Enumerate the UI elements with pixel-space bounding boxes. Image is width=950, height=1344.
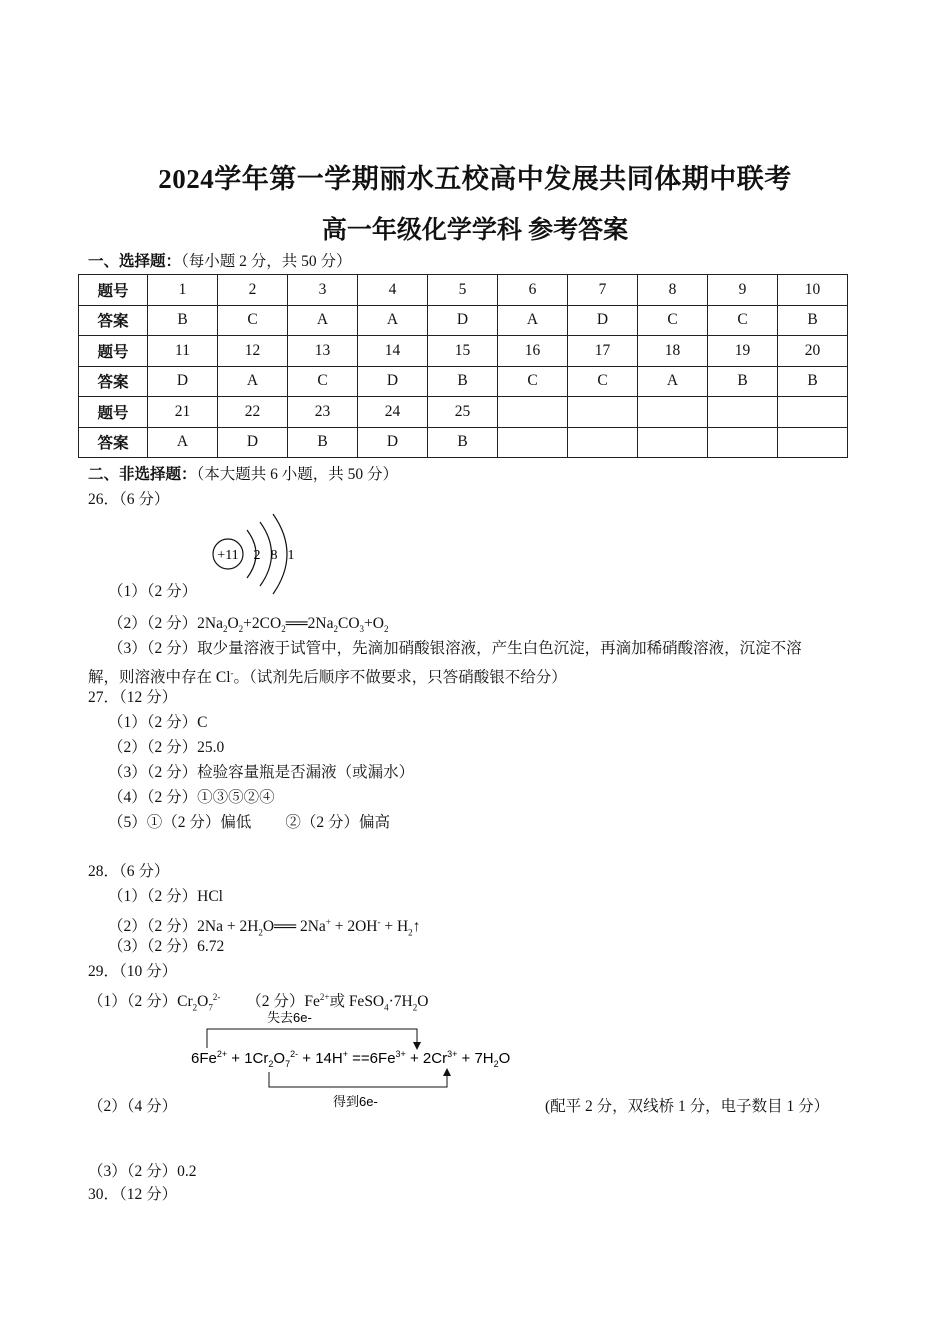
q26-header: 26．（6 分）	[88, 491, 170, 508]
q27-part-3: （3）（2 分）检验容量瓶是否漏液（或漏水）	[108, 764, 415, 781]
answer-cell: B	[708, 366, 778, 397]
question-number-row	[79, 397, 848, 428]
answer-cell: D	[218, 427, 288, 458]
answer-cell: B	[288, 427, 358, 458]
answer-cell: A	[358, 305, 428, 336]
answer-cell	[638, 427, 708, 458]
answer-cell: C	[708, 305, 778, 336]
page-title: 2024学年第一学期丽水五校高中发展共同体期中联考	[158, 164, 792, 194]
question-number-cell: 6	[498, 275, 568, 306]
question-number-cell: 3	[288, 275, 358, 306]
redox-double-bridge-diagram	[185, 1008, 555, 1118]
q26-part-1: （1）（2 分）	[108, 583, 198, 600]
question-number-cell: 15	[428, 336, 498, 367]
question-number-cell: 9	[708, 275, 778, 306]
answer-row	[79, 305, 848, 336]
question-number-cell	[638, 397, 708, 428]
question-number-cell: 11	[148, 336, 218, 367]
question-number-cell: 12	[218, 336, 288, 367]
shell-2-count: 8	[270, 548, 278, 563]
question-number-cell: 8	[638, 275, 708, 306]
question-number-label: 题号	[79, 336, 148, 367]
question-number-cell: 20	[778, 336, 848, 367]
question-number-cell: 17	[568, 336, 638, 367]
q27-part-1: （1）（2 分）C	[108, 714, 208, 731]
q28-part-3: （3）（2 分）6.72	[108, 938, 225, 955]
answer-label: 答案	[79, 427, 148, 458]
answer-cell: B	[778, 305, 848, 336]
question-number-cell	[568, 397, 638, 428]
answer-cell: D	[428, 305, 498, 336]
answer-cell	[568, 427, 638, 458]
redox-equation: $6Fe^{2+} + 1Cr_2O_7^{2-} + 14H^+ ==6Fe^{3+} + 2Cr^{3+} + 7H_2O$	[191, 1049, 511, 1069]
question-number-label: 题号	[79, 397, 148, 428]
answer-cell: C	[498, 366, 568, 397]
question-number-cell: 10	[778, 275, 848, 306]
q27-header: 27．（12 分）	[88, 689, 178, 706]
answer-cell: B	[428, 366, 498, 397]
q28-part-1: （1）（2 分）HCl	[108, 888, 223, 905]
answer-cell: D	[568, 305, 638, 336]
question-number-cell	[708, 397, 778, 428]
q29-part-3: （3）（2 分）0.2	[88, 1163, 197, 1180]
answer-cell: B	[778, 366, 848, 397]
page-subtitle: 高一年级化学学科 参考答案	[321, 217, 629, 244]
question-number-cell: 23	[288, 397, 358, 428]
answer-cell: D	[148, 366, 218, 397]
question-number-cell: 24	[358, 397, 428, 428]
answer-cell	[498, 427, 568, 458]
question-number-cell: 13	[288, 336, 358, 367]
answer-cell: B	[148, 305, 218, 336]
answer-cell: C	[638, 305, 708, 336]
answer-cell: A	[288, 305, 358, 336]
question-number-cell: 2	[218, 275, 288, 306]
question-number-cell: 21	[148, 397, 218, 428]
question-number-cell: 25	[428, 397, 498, 428]
sodium-atom-structure-diagram	[205, 510, 305, 600]
answer-cell: A	[218, 366, 288, 397]
q26-part-3-line2: 解，则溶液中存在 Cl-。（试剂先后顺序不做要求，只答硝酸银不给分）	[88, 668, 567, 687]
answer-cell: D	[358, 427, 428, 458]
question-number-cell: 14	[358, 336, 428, 367]
q29-header: 29．（10 分）	[88, 963, 178, 980]
question-number-label: 题号	[79, 275, 148, 306]
answer-cell: A	[498, 305, 568, 336]
answer-table	[78, 274, 848, 458]
answer-cell: C	[288, 366, 358, 397]
section-2-heading: 二、非选择题：（本大题共 6 小题，共 50 分）	[88, 466, 399, 483]
section-1-heading: 一、选择题：（每小题 2 分，共 50 分）	[88, 253, 352, 270]
q29-part-2: （2）（4 分）	[88, 1098, 178, 1115]
answer-label: 答案	[79, 366, 148, 397]
answer-row	[79, 427, 848, 458]
q28-header: 28．（6 分）	[88, 863, 170, 880]
q27-part-4: （4）（2 分）①③⑤②④	[108, 789, 275, 806]
q26-part-3-line1: （3）（2 分）取少量溶液于试管中，先滴加硝酸银溶液，产生白色沉淀，再滴加稀硝酸溶液，沉淀不溶	[108, 640, 802, 657]
question-number-cell	[778, 397, 848, 428]
q27-part-5: （5）①（2 分）偏低 ②（2 分）偏高	[108, 814, 391, 831]
electron-gain-label: 得到6e-	[333, 1094, 378, 1109]
question-number-cell: 4	[358, 275, 428, 306]
shell-3-count: 1	[287, 548, 295, 563]
answer-cell: A	[638, 366, 708, 397]
answer-label: 答案	[79, 305, 148, 336]
question-number-cell: 16	[498, 336, 568, 367]
question-number-cell: 19	[708, 336, 778, 367]
atom-nucleus: +11	[217, 548, 239, 563]
answer-cell: C	[218, 305, 288, 336]
question-number-cell: 18	[638, 336, 708, 367]
question-number-row	[79, 275, 848, 306]
answer-cell: D	[358, 366, 428, 397]
q29-part-1: （1）（2 分）$Cr_2O_7^{2-}$ （2 分）$Fe^{2+}$或 $FeSO_4\cdot 7H_2O$	[88, 992, 429, 1013]
answer-row	[79, 366, 848, 397]
answer-cell	[778, 427, 848, 458]
answer-cell: C	[568, 366, 638, 397]
q26-part-2: （2）（2 分）$2Na_2O_2+2CO_2══2Na_2CO_3+O_2$	[108, 615, 389, 635]
question-number-cell	[498, 397, 568, 428]
question-number-cell: 7	[568, 275, 638, 306]
question-number-row	[79, 336, 848, 367]
answer-cell: B	[428, 427, 498, 458]
shell-1-count: 2	[253, 548, 261, 563]
q27-part-2: （2）（2 分）25.0	[108, 739, 225, 756]
question-number-cell: 1	[148, 275, 218, 306]
question-number-cell: 5	[428, 275, 498, 306]
q29-scoring-note: (配平 2 分，双线桥 1 分，电子数目 1 分）	[545, 1098, 830, 1115]
q28-part-2: （2）（2 分）$2Na + 2H_2O══$ $2Na^+ + 2OH^- + H_2↑$	[108, 917, 421, 938]
answer-cell: A	[148, 427, 218, 458]
q30-header: 30．（12 分）	[88, 1186, 178, 1203]
answer-cell	[708, 427, 778, 458]
electron-loss-label: 失去6e-	[267, 1010, 312, 1025]
question-number-cell: 22	[218, 397, 288, 428]
